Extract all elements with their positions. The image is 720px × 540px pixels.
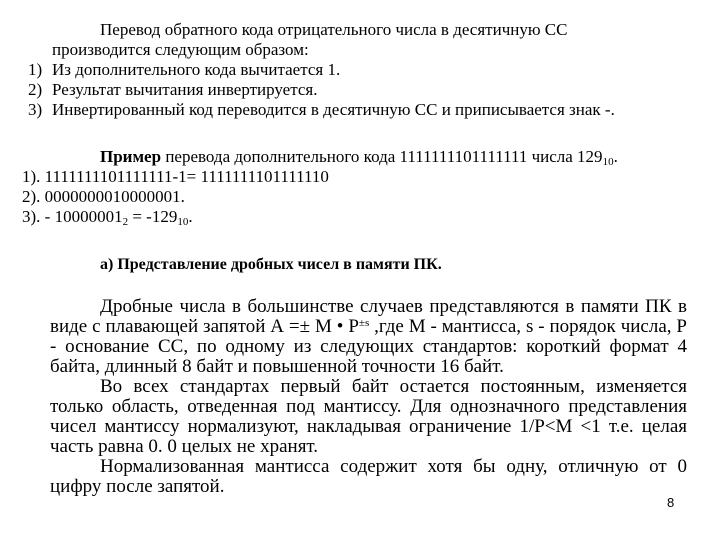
body-paragraph-3: Нормализованная мантисса содержит хотя бы одну, отличную от 0 цифру после запятой. (50, 456, 687, 497)
example-text: перевода дополнительного кода 1111111101111111 числа 129 (161, 147, 603, 166)
example-end: . (613, 147, 618, 166)
example-bold-label: Пример (100, 147, 162, 166)
example-line-3 (22, 207, 712, 227)
intro-lead: Перевод обратного кода отрицательного числа в десятичную СС (100, 20, 568, 39)
step-number: 3) (28, 100, 43, 119)
step-text: Инвертированный код переводится в десятичную СС и приписывается знак -. (52, 100, 615, 119)
body-text (50, 297, 687, 497)
line3-pre: 3). - 10000001 (22, 207, 123, 226)
step-number: 2) (28, 80, 43, 99)
example-section (22, 147, 712, 227)
example-line-1: 1). 1111111101111111-1= 1111111101111110 (22, 167, 329, 186)
step-number: 1) (28, 60, 43, 79)
base-subscript: 10 (602, 156, 614, 168)
step-text: Из дополнительного кода вычитается 1. (52, 60, 341, 79)
body-paragraph-1 (50, 297, 687, 377)
example-title (22, 147, 712, 167)
example-line-2: 2). 0000000010000001. (22, 187, 185, 206)
intro-section (22, 20, 712, 120)
line3-sub1: 2 (122, 216, 129, 228)
list-item (22, 100, 712, 120)
line3-sub2: 10 (177, 216, 189, 228)
p1-part-b: ,где М - мантисса, s - порядок числа, Р - основание СС, по одному из следующих стандартов: короткий формат 4 байта, длинный 8 байт и повышенной точности 16 байт. (50, 316, 687, 377)
line3-mid: = -129 (128, 207, 178, 226)
step-text: Результат вычитания инвертируется. (52, 80, 318, 99)
line3-end: . (188, 207, 193, 226)
body-paragraph-2: Во всех стандартах первый байт остается постоянным, изменяется только область, отведенная под мантиссу. Для однозначного представления чисел мантиссу нормализуют, накладывая ограничение 1/P<M <1 т.е. целая часть равна 0. 0 целых не хранят. (50, 376, 687, 457)
exponent-superscript: ±s (358, 317, 370, 329)
list-item (22, 60, 712, 80)
intro-cont: производится следующим образом: (52, 40, 309, 59)
list-item (22, 80, 712, 100)
page-number: 8 (667, 495, 675, 510)
p1-part-a: Дробные числа в большинстве случаев представляются в памяти ПК в виде с плавающей запятой А =± М • P (50, 296, 687, 337)
section-heading: а) Представление дробных чисел в памяти ПК. (100, 256, 442, 273)
steps-list (22, 60, 712, 120)
